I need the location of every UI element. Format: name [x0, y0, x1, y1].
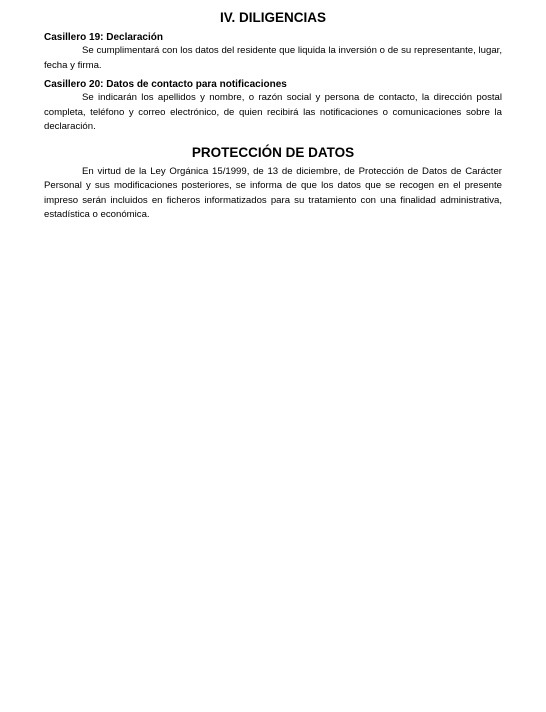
- proteccion-datos-text: En virtud de la Ley Orgánica 15/1999, de 13 de diciembre, de Protección de Datos de Carácter Personal y sus modificaciones posteriores, se informa de que los datos que se recogen en el presente impreso serán incluidos en ficheros informatizados para su tratamiento con una finalidad administrativa, estadística o económica.: [44, 165, 502, 220]
- casillero-20-text: Se indicarán los apellidos y nombre, o razón social y persona de contacto, la dirección postal completa, teléfono y correo electrónico, de quien recibirá las notificaciones o comunicaciones sobre la declaración.: [44, 92, 502, 132]
- casillero-19-text: Se cumplimentará con los datos del residente que liquida la inversión o de su representante, lugar, fecha y firma.: [44, 45, 502, 71]
- section-title-proteccion-datos: PROTECCIÓN DE DATOS: [191, 144, 355, 160]
- casillero-20-heading: Casillero 20: Datos de contacto para notificaciones: [44, 79, 287, 90]
- casillero-20-block: [44, 78, 502, 135]
- section-title-diligencias: IV. DILIGENCIAS: [219, 10, 327, 25]
- casillero-19-heading: Casillero 19: Declaración: [44, 32, 163, 43]
- casillero-19-block: [44, 31, 502, 73]
